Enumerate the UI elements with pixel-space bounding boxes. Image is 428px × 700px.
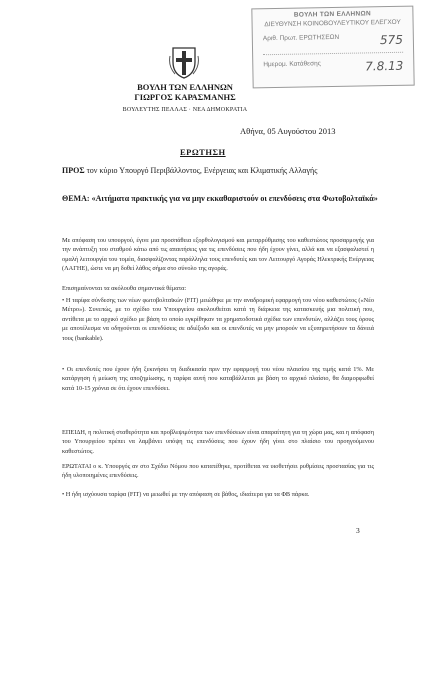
addressee-line xyxy=(62,166,317,175)
stamp-subtitle: ΔΙΕΥΘΥΝΣΗ ΚΟΙΝΟΒΟΥΛΕΥΤΙΚΟΥ ΕΛΕΓΧΟΥ xyxy=(264,18,401,29)
stamp-date-row xyxy=(253,59,413,77)
subject-line xyxy=(62,194,382,205)
letterhead xyxy=(100,82,270,102)
member-department: ΒΟΥΛΕΥΤΗΣ ΠΕΛΛΑΣ · ΝΕΑ ΔΗΜΟΚΡΑΤΙΑ xyxy=(122,107,248,113)
body-paragraph: • Η ήδη ισχύουσα ταρίφα (FIT) να μειωθεί με την απόφαση σε βάθος, ιδιαίτερα για τα ΦΒ πάρκα. xyxy=(62,491,310,498)
addressee-text: τον κύριο Υπουργό Περιβάλλοντος, Ενέργειας και Κλιματικής Αλλαγής xyxy=(86,166,318,175)
body-paragraph: ΕΡΩΤΑΤΑΙ ο κ. Υπουργός αν στο Σχέδιο Νόμου που κατατέθηκε, προτίθεται να υιοθετήσει ρυθμίσεις προστασίας για τις ήδη υλοποιημένες επενδύσεις. xyxy=(62,463,374,480)
stamp-date-label: Ημερομ. Κατάθεσης xyxy=(263,60,321,69)
stamp-title: ΒΟΥΛΗ ΤΩΝ ΕΛΛΗΝΩΝ xyxy=(293,10,372,19)
body-paragraph: Επισημαίνονται τα ακόλουθα σημαντικά θέματα: xyxy=(62,285,187,292)
registration-stamp xyxy=(251,6,414,89)
stamp-protocol-label: Αριθ. Πρωτ. ΕΡΩΤΗΣΕΩΝ xyxy=(262,34,340,43)
member-name: ΓΙΩΡΓΟΣ ΚΑΡΑΣΜΑΝΗΣ xyxy=(134,92,236,103)
stamp-date-value: 7.8.13 xyxy=(365,59,404,74)
stamp-protocol-row xyxy=(253,33,413,51)
page-number: 3 xyxy=(356,526,360,535)
body-paragraph: • Η ταρίφα σύνδεσης των νέων φωτοβολταϊκών (FIT) μειώθηκε με την αναδρομική εφαρμογή του νέου καθεστώτος («Νέο Μέτρο»). Συνεπώς, με το σχέδιο του Υπουργείου ακολουθείται κατά τη διάρκεια της κατασκευής μια πολιτική που, αντίθετα με το αρχικό σχέδιο με βάση το οποίο εγκρίθηκαν τα χρηματοδοτικά σχέδια των επενδυτών, αλλάζει τους όρους με αποτέλεσμα να οδηγούνται οι επενδύσεις σε αδιέξοδο και οι επενδυτές να μην μπορούν να εξυπηρετήσουν τα δάνειά τους (bankable). xyxy=(62,297,374,342)
subject-text: «Αιτήματα πρακτικής για να μην εκκαθαριστούν οι επενδύσεις στα Φωτοβολταϊκά» xyxy=(91,194,378,203)
coat-of-arms-icon xyxy=(169,44,199,80)
body-paragraph: ΕΠΕΙΔΗ, η πολιτική σταθερότητα και προβλεψιμότητα των επενδύσεων είναι απαραίτητη για τη χώρα μας, και η απόφαση του Υπουργείου πρέπει να λαμβάνει υπόψη τις επενδύσεις που έχουν ήδη γίνει στο πλαίσιο του προηγούμενου καθεστώτος. xyxy=(62,429,374,455)
stamp-divider xyxy=(263,51,403,55)
document-heading: ΕΡΩΤΗΣΗ xyxy=(180,147,226,157)
addressee-label: ΠΡΟΣ xyxy=(62,166,85,175)
document-date: Αθήνα, 05 Αυγούστου 2013 xyxy=(240,126,336,136)
parliament-name: ΒΟΥΛΗ ΤΩΝ ΕΛΛΗΝΩΝ xyxy=(137,82,233,92)
body-paragraph: • Οι επενδυτές που έχουν ήδη ξεκινήσει τη διαδικασία πριν την εφαρμογή του νέου πλαισίου της τιμής κατά 1%. Με κατάργηση ή μείωση της αποζημίωσης, η ταρίφα αυτή που καταβάλλεται με βάση το αρχικό πλαίσιο, θα διαμορφωθεί κατά 10-15 χρόνια σε ότι έχουν επενδύσει. xyxy=(62,366,374,392)
stamp-protocol-value: 575 xyxy=(379,33,404,48)
subject-label: ΘΕΜΑ: xyxy=(62,194,90,203)
body-paragraph: Με απόφαση του υπουργού, έγινε μια προσπάθεια εξορθολογισμού και μεταρρύθμισης του καθεστώτος προσαρμογής για την ανάπτυξη του σταθμού κάτω από τις απαιτήσεις για τις επενδύσεις που ήδη έχουν γίνει, αλλά και να εξασφαλιστεί η ομαλή λειτουργία του τομέα, διασφαλίζοντας παράλληλα τους επενδυτές και τον Λειτουργό Αγοράς Ηλεκτρικής Ενέργειας (ΛΑΓΗΕ), ώστε να μη δοθεί λάθος σήμα στο σύνολο της αγοράς. xyxy=(62,237,374,273)
